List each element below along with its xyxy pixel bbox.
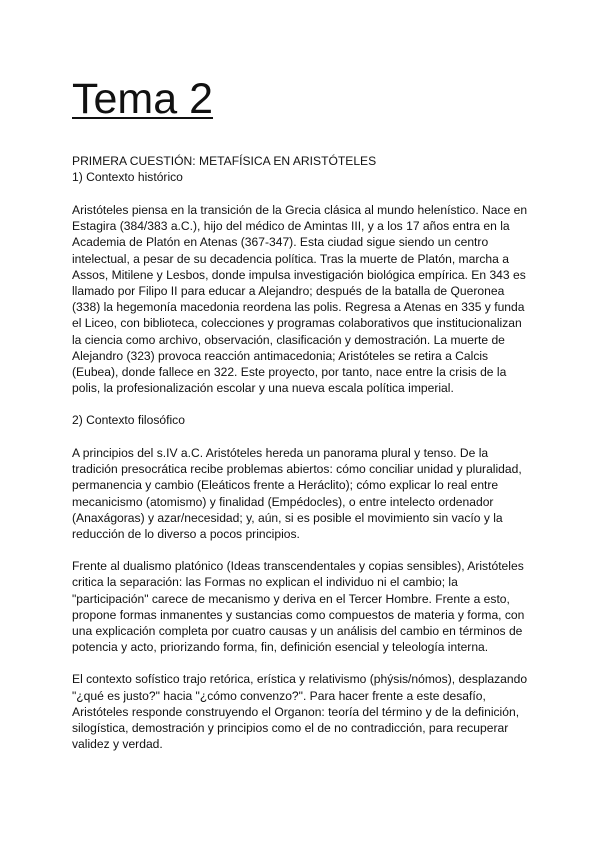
subsection-heading-philosophical: 2) Contexto filosófico	[72, 413, 185, 428]
subsection-heading-historical: 1) Contexto histórico	[72, 170, 183, 185]
paragraph-sophistic-context: El contexto sofístico trajo retórica, erística y relativismo (phýsis/nómos), desplazando "¿qué es justo?" hacia "¿cómo convenzo?". Para hacer frente a este desafío, Aristóteles responde construyendo el Organon: teoría del término y de la definición, silogística, demostración y principios como el de no contradicción, para recuperar validez y verdad.	[72, 672, 528, 752]
paragraph-presocratic: A principios del s.IV a.C. Aristóteles hereda un panorama plural y tenso. De la tradición presocrática recibe problemas abiertos: cómo conciliar unidad y pluralidad, permanencia y cambio (Eleáticos frente a Heráclito); cómo explicar lo real entre mecanicismo (atomismo) y finalidad (Empédocles), o entre intelecto ordenador (Anaxágoras) y azar/necesidad; y, aún, si es posible el movimiento sin vacío y la reducción de lo diverso a pocos principios.	[72, 446, 522, 542]
document-page	[72, 74, 532, 753]
section-header	[72, 153, 532, 185]
section-heading: PRIMERA CUESTIÓN: METAFÍSICA EN ARISTÓTELES	[72, 154, 377, 168]
document-title: Tema 2	[72, 75, 214, 123]
paragraph-historical-context: Aristóteles piensa en la transición de la Grecia clásica al mundo helenístico. Nace en Estagira (384/383 a.C.), hijo del médico de Amintas III, y a los 17 años entra en la Academia de Platón en Atenas (367-347). Esta ciudad sigue siendo un centro intelectual, a pesar de su decadencia política. Tras la muerte de Platón, marcha a Assos, Mitilene y Lesbos, donde impulsa investigación biológica empírica. En 343 es llamado por Filipo II para educar a Alejandro; después de la batalla de Queronea (338) la hegemonía macedonia reordena las polis. Regresa a Atenas en 335 y funda el Liceo, con biblioteca, colecciones y programas colaborativos que institucionalizan la ciencia como archivo, observación, clasificación y demostración. La muerte de Alejandro (323) provoca reacción antimacedonia; Aristóteles se retira a Calcis (Eubea), donde fallece en 322. Este proyecto, por tanto, nace entre la crisis de la polis, la profesionalización escolar y una nueva escala política imperial.	[72, 202, 528, 396]
paragraph-platonic-dualism: Frente al dualismo platónico (Ideas transcendentales y copias sensibles), Aristóteles critica la separación: las Formas no explican el individuo ni el cambio; la "participación" carece de mecanismo y deriva en el Tercer Hombre. Frente a esto, propone formas inmanentes y sustancias como compuestos de materia y forma, con una explicación completa por cuatro causas y un análisis del cambio en términos de potencia y acto, priorizando forma, fin, definición esencial y teleología interna.	[72, 559, 525, 655]
